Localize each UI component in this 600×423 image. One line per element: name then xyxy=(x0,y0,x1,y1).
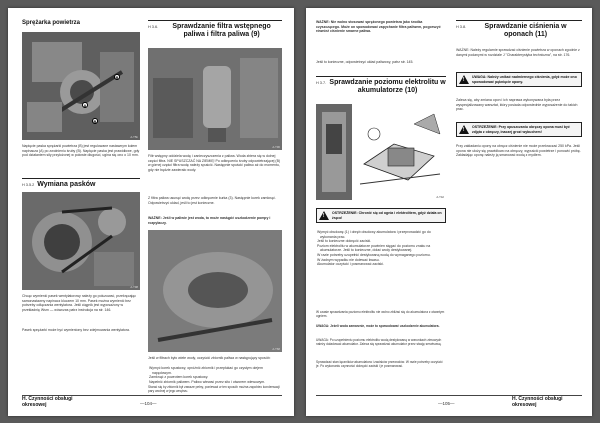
tyre-text-2: Zaleca się, aby zmiana opon i ich naprawa wykonywana była przez wyspecjalizowany warsztat, który posiada odpowiednie wyposażenie do takich prac. xyxy=(456,98,578,112)
compressor-illustration xyxy=(22,32,140,140)
list-item: Zamknąć z powrotem korek spustowy. xyxy=(149,375,209,380)
list-item: Akumulator oczyścić i posmarować zaciski. xyxy=(317,262,384,267)
battery-text-2: W czasie sprawdzania poziomu elektrolitu nie wolno zbliżać się do akumulatora z otwartym ogniem. xyxy=(316,310,445,318)
fuel-filter-illustration xyxy=(148,48,282,150)
battery-text-3: UWAGA: Po uzupełnieniu poziomu elektrolitu wodą destylowaną w warunkach zimowych należy doładować akumulator. Zaleca się sprawdzać akumulator przez stację serwisową. xyxy=(316,338,442,346)
tyre-text-3: Przy zakładaniu opony na obręcz ciśnienie nie może przekraczać 250 kPa. Jeśli opona nie ułoży się prawidłowo na obręczy, wypuścić powietrze i ponowić próbę. Zakładając oponę należy ją smarować wodą z mydłem. xyxy=(456,144,581,158)
fuel-filter-photo xyxy=(148,48,282,150)
filter-section-header xyxy=(148,20,282,39)
footer-title: H. Czynności obsługi okresowej xyxy=(22,396,73,408)
warning-icon xyxy=(319,211,329,220)
battery-bullet-list xyxy=(316,230,446,267)
filter-warning: WAŻNE: Jeśli w paliwie jest woda, to może nastąpić uszkodzenie pompy i rozpylaczy. xyxy=(148,216,271,225)
list-item: Napełnić zbiornik paliwem. Paliwo wlewać przez sito i otworem wlewowym. xyxy=(149,379,266,384)
list-item: Jeśli to konieczne dokręcić zaciski. xyxy=(317,239,372,244)
warning-icon xyxy=(459,75,469,84)
battery-diagram xyxy=(354,104,446,200)
tyre-text: WAŻNE: Należy regularnie sprawdzać ciśnienie powietrza w oponach zgodnie z danymi podanymi w rozdziale J "Charakterystyka techniczna", na str. 176. xyxy=(456,48,580,57)
section-number: H 3.5.2 xyxy=(22,183,35,187)
warning-text: UWAGA: Należy unikać nadmiernego ciśnienia, gdyż może ono spowodować pęknięcie opony. xyxy=(472,75,577,84)
belts-section-header xyxy=(22,178,140,189)
belts-text: Chcąc wymienić pasek wentylatorowy należy go poluzować, przekręcając samonastawny napinacz kluczem 10 mm. Pasek można wymienić bez potrzeby odłączania wentylatora. Jeśli ciągnik jest wyposażony w przekładnię Wsm — wówczas patrz instrukcja na str. 146. xyxy=(22,294,136,312)
compressor-text: Napięcie paska sprężarki powietrza (B) jest regulowane nastawnym kołem napinacza (A) po zwolnieniu śruby (B). Napięcie paska jest prawidłowe, gdy pod działaniem siły przyłożonej w połowie długości, ugina się ono o 10 mm. xyxy=(22,144,140,158)
footer-title: H. Czynności obsługi okresowej xyxy=(512,396,563,408)
belts-illustration xyxy=(22,192,140,290)
warning-text: OSTRZEŻENIE: Przy opuszczaniu obręczy opona musi być zdjęta z obręczy, inaczej grozi wybuchem! xyxy=(472,125,570,134)
section-number: H 3.7. xyxy=(316,81,327,85)
battery-photo-2 xyxy=(354,104,446,200)
marker-b-bottom: B xyxy=(93,119,97,124)
fuel-tank-photo xyxy=(148,230,282,352)
marker-b-top: B xyxy=(115,75,119,80)
section-title: Sprawdzanie filtra wstępnego paliwa i filtra paliwa (9) xyxy=(172,23,271,38)
photo-ref: A-T5b xyxy=(130,135,138,139)
photo-ref: A-T68 xyxy=(272,347,280,351)
list-item: Wymyć korek spustowy, opróżnić zbiornik i przepłukać go czystym olejem napędowym. xyxy=(149,366,263,375)
section-number: H 3.8. xyxy=(456,25,467,29)
battery-warning xyxy=(316,208,446,223)
battery-warning-2: UWAGA: Jeżeli woda zamarznie, może to spowodować uszkodzenie akumulatora. xyxy=(316,324,440,328)
section-title: Sprawdzanie ciśnienia w oponach (11) xyxy=(484,23,567,38)
marker-a: A xyxy=(83,103,87,108)
battery-section-header xyxy=(316,76,446,95)
battery-text-4: Sprawdzać stan łączników akumulatora i zacisków przewodów. W razie potrzeby oczyścić je. Po wykonaniu czynności dokręcić zaciski i je posmarować. xyxy=(316,360,443,368)
filter-text-3: Jeśli w filtrach było wiele wody, oczyścić zbiornik paliwa w następujący sposób: xyxy=(148,356,271,360)
belts-photo xyxy=(22,192,140,290)
left-page xyxy=(8,8,294,416)
section-title: Wymiana pasków xyxy=(37,181,96,188)
list-item: Wymyć obudowę (1) i obręb obudowy akumulatora i przeprowadzić go do wykonania prac. xyxy=(317,230,431,239)
photo-ref: A-T42 xyxy=(436,195,444,199)
fuel-tank-illustration xyxy=(148,230,282,352)
belts-text-2: Pasek sprężarki może być wymieniony bez zdejmowania wentylatora. xyxy=(22,328,130,332)
warning-icon xyxy=(459,125,469,134)
list-item: Poziom elektrolitu w akumulatorze powinien sięgać do poziomu znaku na akumulatorze. Jeśli to konieczne, dolać wody destylowanej. xyxy=(317,243,431,253)
tyre-section-header xyxy=(456,20,582,39)
filter-text-2: Z filtra paliwa usunąć wodę przez odkręcenie kurka (3). Następnie kurek zamknąć. Odpowietrzyć układ, jeśli to jest konieczne. xyxy=(148,196,276,205)
list-item: W razie potrzeby uzupełnić destylowaną wodą do wymaganego poziomu. xyxy=(317,252,431,257)
page-number: —105— xyxy=(438,401,455,406)
page-number: —104— xyxy=(140,401,157,406)
top-text: Jeśli to konieczne, odpowietrzyć układ paliwowy, patrz str. 145. xyxy=(316,60,414,64)
photo-ref: A-T96 xyxy=(272,145,280,149)
right-page xyxy=(306,8,592,416)
battery-illustration-1 xyxy=(316,104,352,200)
tyre-warning-1 xyxy=(456,72,582,87)
top-warning: WAŻNE: Nie wolno stosować sprężonego powietrza jako środka czyszczącego. Może on spowodować zapychanie filtra paliwem, pogorszyć również ciśnienie smarne paliwa. xyxy=(316,20,441,34)
filter-bullet-list xyxy=(148,366,282,384)
filter-text-4: Starać się by zbiornik był zawsze pełny, ponieważ w ten sposób można zapobiec kondensacji pary wodnej w jego wnętrzu. xyxy=(148,385,280,393)
filter-text: Filtr wstępny oddziela wodę i zanieczyszczenia z paliwa. Woda zbiera się w dolnej części filtra. NIE SPUSZCZAĆ NA ZIEMIĘ! Po odkręceniu śruby odpowietrzającej (B) w górnej części filtra wodę należy spuścić. Następnie spuścić paliwo aż do momentu, gdy nie będzie zawierało wody. xyxy=(148,154,281,172)
page-header: Sprężarka powietrza xyxy=(22,20,81,26)
battery-photo-1 xyxy=(316,104,352,200)
section-number: H 3.6. xyxy=(148,25,159,29)
warning-text: OSTRZEŻENIE: Chronić się od ognia i elektrolitem, gdyż działa on żrąco! xyxy=(332,211,442,220)
compressor-photo xyxy=(22,32,140,140)
photo-ref: A-T98 xyxy=(130,285,138,289)
tyre-warning-2 xyxy=(456,122,582,137)
section-title: Sprawdzanie poziomu elektrolitu w akumulatorze (10) xyxy=(329,79,446,94)
list-item: W żadnym wypadku nie dolewać kwasu. xyxy=(317,257,380,262)
